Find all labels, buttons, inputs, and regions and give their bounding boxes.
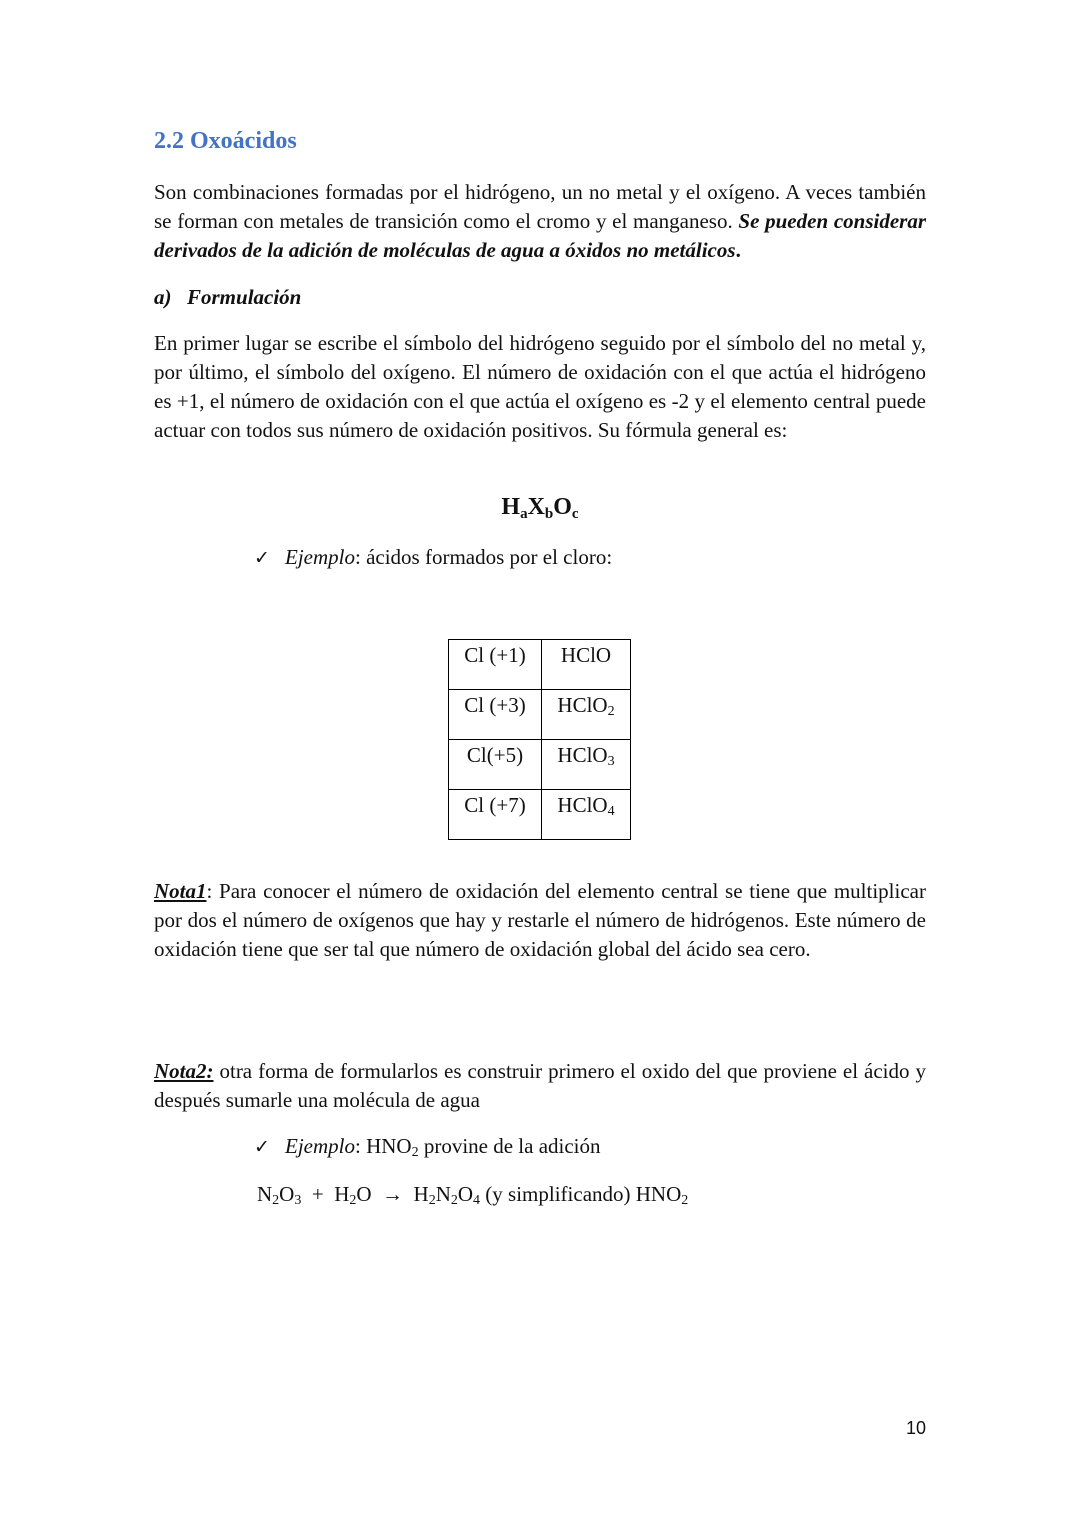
eq-o2: O bbox=[356, 1182, 372, 1206]
intro-paragraph bbox=[154, 178, 926, 265]
formula-a: a bbox=[520, 506, 528, 522]
example-chlorine bbox=[254, 543, 612, 573]
eq-p-h-sub: 2 bbox=[428, 1193, 436, 1208]
acid-formula-subscript: 4 bbox=[607, 804, 615, 819]
example2-label: Ejemplo bbox=[285, 1134, 355, 1158]
note1-paragraph bbox=[154, 877, 926, 964]
acid-formula-cell bbox=[542, 640, 631, 690]
eq-n-sub: 2 bbox=[272, 1193, 280, 1208]
eq-p-n-sub: 2 bbox=[450, 1193, 458, 1208]
formula-x: X bbox=[527, 494, 545, 520]
note2-text: otra forma de formularlos es construir primero el oxido del que proviene el ácido y después sumarle una molécula de agua bbox=[154, 1059, 926, 1112]
formula-h: H bbox=[501, 494, 521, 520]
formula-c: c bbox=[571, 506, 579, 522]
eq-o: O bbox=[279, 1182, 295, 1206]
oxidation-state-cell: Cl (+7) bbox=[449, 790, 542, 840]
general-formula bbox=[0, 494, 1080, 521]
formulation-paragraph: En primer lugar se escribe el símbolo del hidrógeno seguido por el símbolo del no metal y, por último, el símbolo del oxígeno. El número de oxidación con el que actúa el hidrógeno es +1, el número de oxidación con el que actúa el oxígeno es -2 y el elemento central puede actuar con todos sus número de oxidación positivos. Su fórmula general es: bbox=[154, 331, 926, 442]
eq-h: H bbox=[334, 1182, 350, 1206]
eq-plus: + bbox=[301, 1182, 335, 1206]
oxidation-state-cell: Cl (+3) bbox=[449, 690, 542, 740]
section-title: 2.2 Oxoácidos bbox=[154, 128, 297, 154]
eq-note: (y simplificando) bbox=[480, 1182, 636, 1206]
acid-formula-cell bbox=[542, 790, 631, 840]
note1-label: Nota1 bbox=[154, 879, 207, 903]
note2-label: Nota2: bbox=[154, 1059, 214, 1083]
eq-final-sub: 2 bbox=[681, 1193, 689, 1208]
example2-acid-sub: 2 bbox=[411, 1145, 419, 1160]
note2-paragraph bbox=[154, 1057, 926, 1115]
eq-p-n: N bbox=[435, 1182, 451, 1206]
page-number: 10 bbox=[906, 1418, 927, 1438]
eq-p-o: O bbox=[457, 1182, 474, 1206]
acid-formula-cell bbox=[542, 740, 631, 790]
reaction-equation bbox=[257, 1180, 688, 1209]
arrow-icon: → bbox=[371, 1182, 414, 1206]
example2-text: provine de la adición bbox=[418, 1134, 601, 1158]
intro-end: . bbox=[735, 238, 741, 262]
acid-formula: HClO bbox=[557, 743, 608, 767]
table-row bbox=[449, 790, 631, 840]
acid-formula: HClO bbox=[557, 793, 608, 817]
eq-p-h: H bbox=[413, 1182, 429, 1206]
example2-sep: : bbox=[354, 1134, 367, 1158]
example-text: : ácidos formados por el cloro: bbox=[354, 545, 613, 569]
acid-formula-cell bbox=[542, 690, 631, 740]
example-hno2 bbox=[254, 1132, 601, 1162]
table-row bbox=[449, 640, 631, 690]
subsection-title: Formulación bbox=[187, 285, 302, 309]
eq-h-sub: 2 bbox=[349, 1193, 357, 1208]
intro-emphasis: Se pueden considerar derivados de la adición de moléculas de agua a óxidos no metálicos bbox=[154, 209, 926, 262]
check-icon: ✓ bbox=[254, 1136, 270, 1158]
eq-o-sub: 3 bbox=[294, 1193, 302, 1208]
acid-formula: HClO bbox=[560, 643, 612, 667]
check-icon: ✓ bbox=[254, 547, 270, 569]
acid-formula-subscript: 3 bbox=[607, 754, 615, 769]
table-row bbox=[449, 690, 631, 740]
acid-formula-subscript: 2 bbox=[607, 704, 615, 719]
eq-final: HNO bbox=[635, 1182, 682, 1206]
subsection-heading bbox=[154, 285, 301, 310]
note1-text: : Para conocer el número de oxidación del elemento central se tiene que multiplicar por dos el número de oxígenos que hay y restarle el número de hidrógenos. Este número de oxidación tiene que ser tal que número de oxidación global del ácido sea cero. bbox=[154, 879, 926, 961]
formula-b: b bbox=[544, 506, 554, 522]
table-row bbox=[449, 740, 631, 790]
oxidation-state-cell: Cl(+5) bbox=[449, 740, 542, 790]
intro-text: Son combinaciones formadas por el hidrógeno, un no metal y el oxígeno. A veces también se forman con metales de transición como el cromo y el manganeso. bbox=[154, 180, 926, 233]
formula-o: O bbox=[553, 494, 572, 520]
eq-n: N bbox=[257, 1182, 273, 1206]
example-label: Ejemplo bbox=[285, 545, 355, 569]
subsection-label: a) bbox=[154, 285, 172, 309]
acid-formula: HClO bbox=[557, 693, 608, 717]
oxidation-state-cell: Cl (+1) bbox=[449, 640, 542, 690]
eq-p-o-sub: 4 bbox=[473, 1193, 481, 1208]
chlorine-acids-table bbox=[448, 639, 631, 840]
example2-acid: HNO bbox=[366, 1134, 412, 1158]
